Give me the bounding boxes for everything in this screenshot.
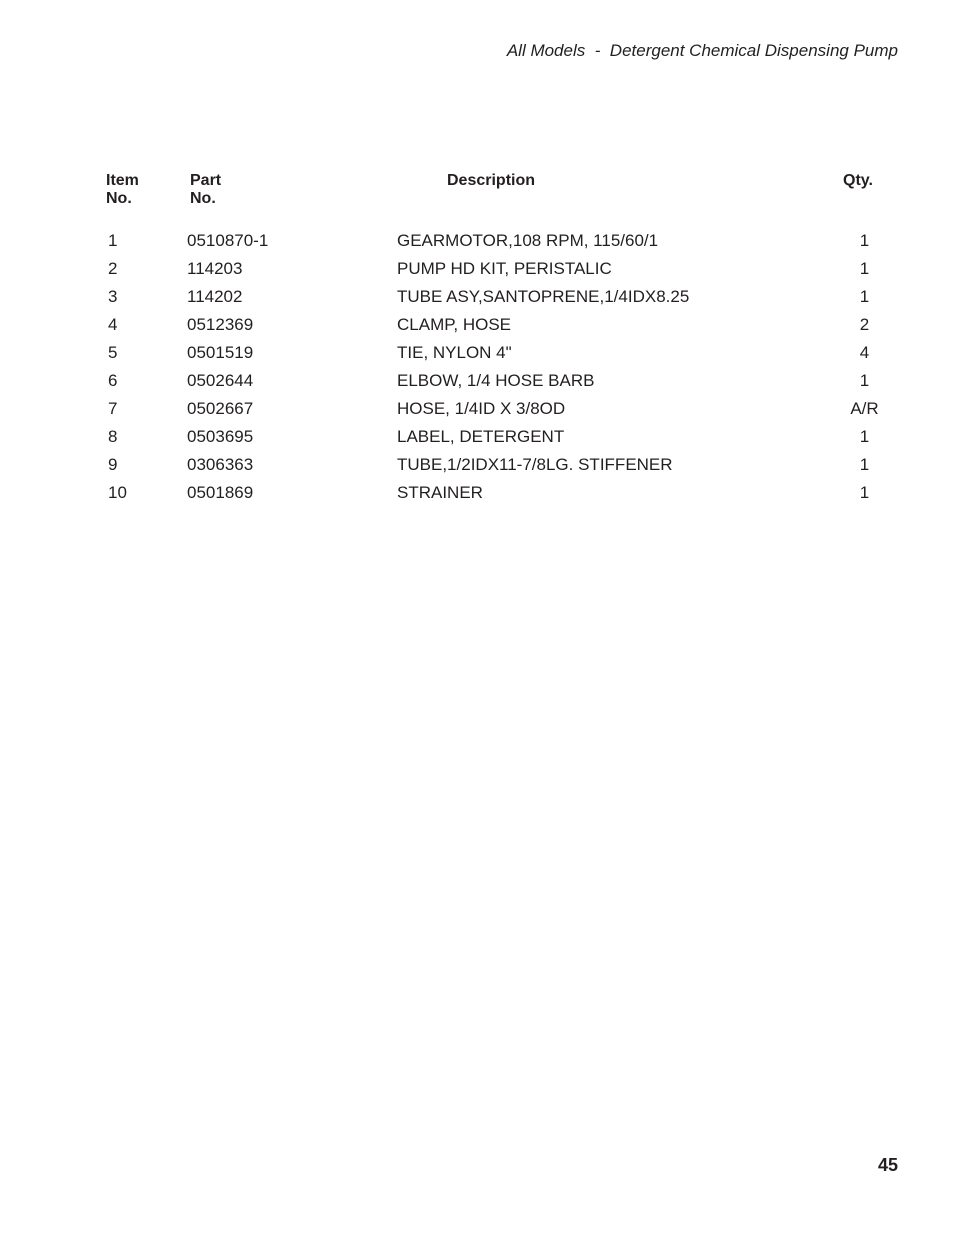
table-row <box>0 479 954 507</box>
item-number: 6 <box>108 371 118 390</box>
part-number: 0501519 <box>187 343 254 362</box>
part-number: 0503695 <box>187 427 254 446</box>
table-row <box>0 283 954 311</box>
column-header-qty: Qty. <box>843 172 873 189</box>
quantity: 1 <box>859 427 870 446</box>
column-header-part-line2: No. <box>190 190 216 207</box>
part-description: HOSE, 1/4ID X 3/8OD <box>397 399 566 418</box>
part-number: 0501869 <box>187 483 254 502</box>
column-header-part-no <box>190 172 221 208</box>
table-row <box>0 367 954 395</box>
item-number: 3 <box>108 287 118 306</box>
column-header-item-line2: No. <box>106 190 132 207</box>
quantity: 1 <box>859 231 870 250</box>
quantity: A/R <box>850 399 879 418</box>
table-row <box>0 395 954 423</box>
table-row <box>0 451 954 479</box>
part-description: CLAMP, HOSE <box>397 315 512 334</box>
part-description: LABEL, DETERGENT <box>397 427 565 446</box>
item-number: 5 <box>108 343 118 362</box>
table-row <box>0 311 954 339</box>
quantity: 1 <box>859 259 870 278</box>
column-header-item-no <box>106 172 139 208</box>
running-header: All Models - Detergent Chemical Dispensing Pump <box>506 41 898 60</box>
part-description: GEARMOTOR,108 RPM, 115/60/1 <box>397 231 659 250</box>
part-description: TUBE ASY,SANTOPRENE,1/4IDX8.25 <box>397 287 690 306</box>
part-number: 0502667 <box>187 399 254 418</box>
item-number: 2 <box>108 259 118 278</box>
quantity: 1 <box>859 483 870 502</box>
parts-list-table <box>0 227 954 507</box>
item-number: 9 <box>108 455 118 474</box>
item-number: 4 <box>108 315 118 334</box>
part-description: TIE, NYLON 4" <box>397 343 512 362</box>
item-number: 7 <box>108 399 118 418</box>
part-number: 0510870-1 <box>187 231 269 250</box>
page-number: 45 <box>877 1155 898 1175</box>
part-description: STRAINER <box>397 483 483 502</box>
column-header-description: Description <box>447 172 536 189</box>
column-header-part-line1: Part <box>190 172 222 189</box>
part-number: 114202 <box>187 287 243 306</box>
part-number: 0512369 <box>187 315 254 334</box>
table-row <box>0 339 954 367</box>
quantity: 1 <box>859 455 870 474</box>
column-header-item-line1: Item <box>106 172 139 189</box>
part-description: ELBOW, 1/4 HOSE BARB <box>397 371 595 390</box>
part-description: PUMP HD KIT, PERISTALIC <box>397 259 612 278</box>
part-number: 0306363 <box>187 455 254 474</box>
item-number: 1 <box>108 231 118 250</box>
part-number: 114203 <box>187 259 243 278</box>
table-row <box>0 423 954 451</box>
quantity: 4 <box>859 343 870 362</box>
table-row <box>0 227 954 255</box>
part-number: 0502644 <box>187 371 254 390</box>
quantity: 1 <box>859 371 870 390</box>
table-row <box>0 255 954 283</box>
part-description: TUBE,1/2IDX11-7/8LG. STIFFENER <box>397 455 673 474</box>
quantity: 1 <box>859 287 870 306</box>
item-number: 10 <box>108 483 127 502</box>
quantity: 2 <box>859 315 870 334</box>
item-number: 8 <box>108 427 118 446</box>
